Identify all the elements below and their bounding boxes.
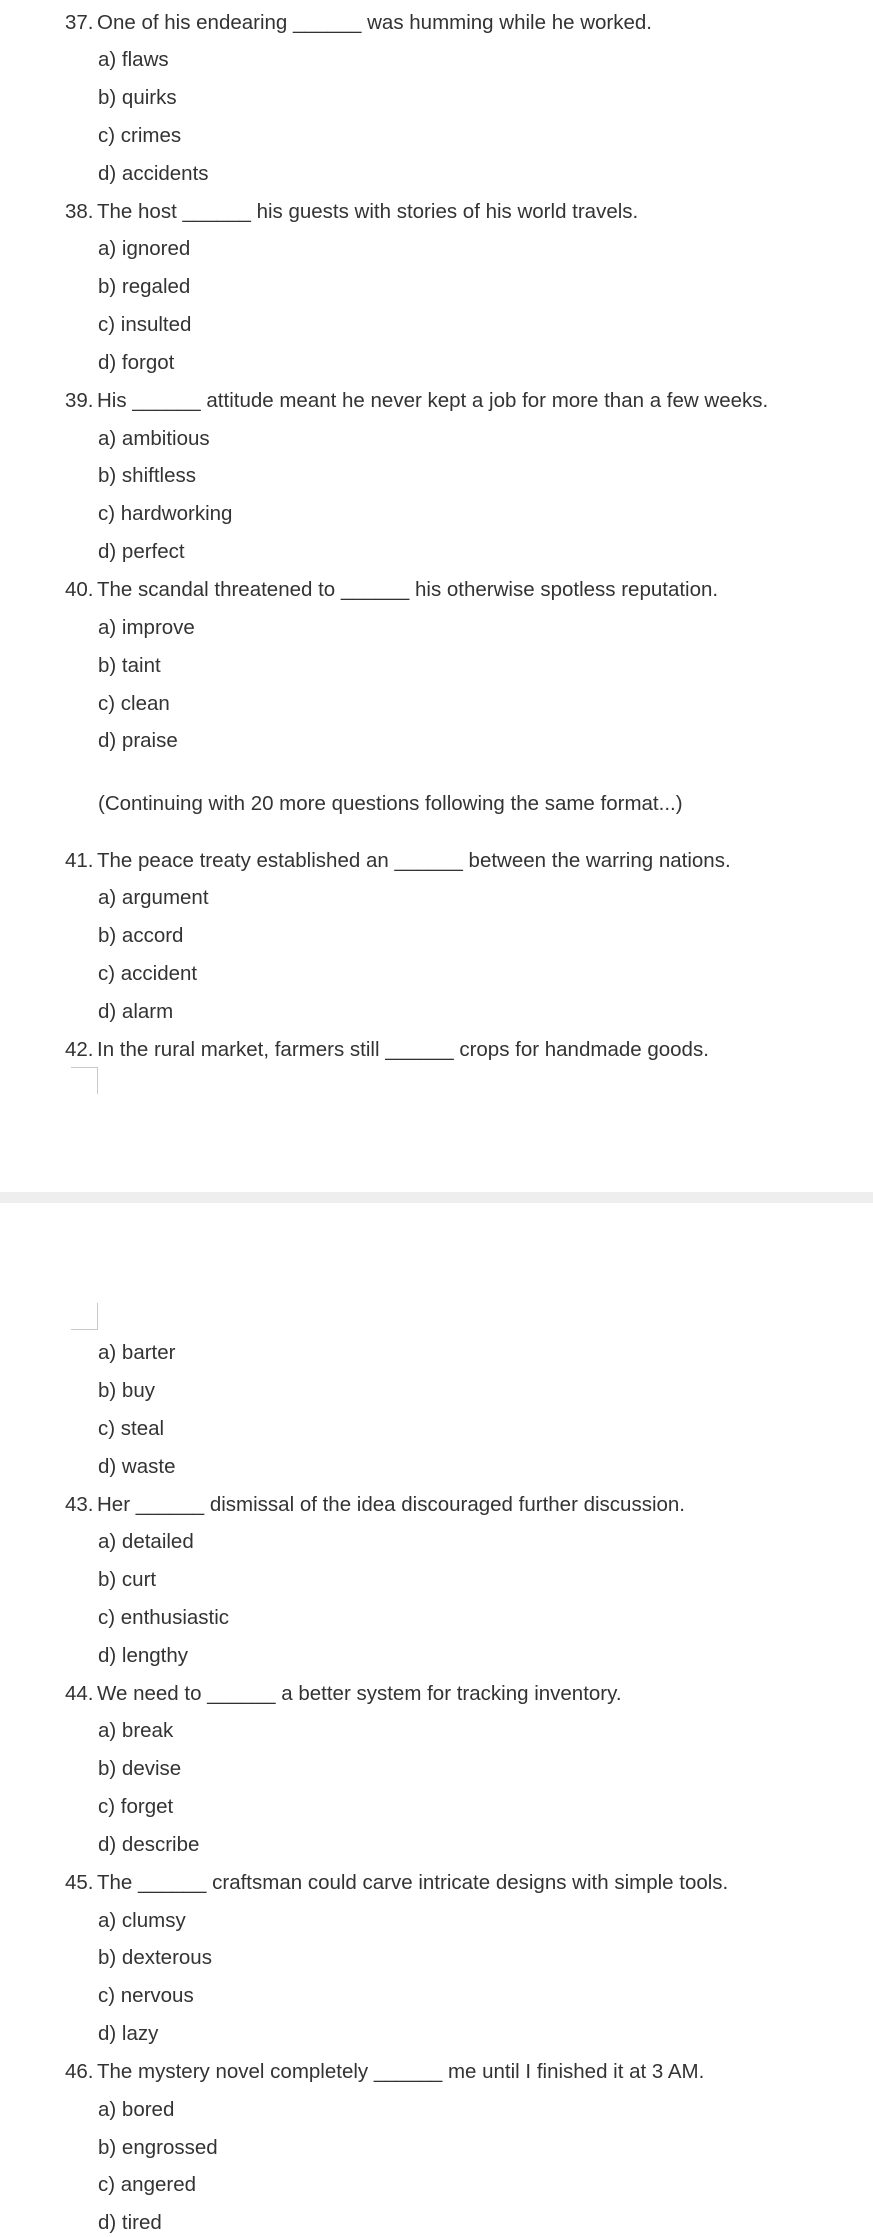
question-text: The ______ craftsman could carve intricate designs with simple tools.: [97, 1871, 729, 1894]
question-number: 46.: [65, 2060, 94, 2083]
option-44-b: b) devise: [98, 1757, 182, 1780]
option-45-b: b) dexterous: [98, 1946, 212, 1969]
option-42-a: a) barter: [98, 1341, 176, 1364]
option-37-a: a) flaws: [98, 48, 169, 71]
option-43-d: d) lengthy: [98, 1644, 189, 1667]
option-39-b: b) shiftless: [98, 464, 196, 487]
option-42-d: d) waste: [98, 1455, 176, 1478]
question-39: [65, 388, 768, 414]
option-41-c: c) accident: [98, 962, 198, 985]
question-44: [65, 1681, 622, 1707]
option-38-a: a) ignored: [98, 237, 191, 260]
option-45-c: c) nervous: [98, 1984, 194, 2007]
question-number: 44.: [65, 1682, 94, 1705]
option-43-b: b) curt: [98, 1568, 157, 1591]
option-41-d: d) alarm: [98, 1000, 174, 1023]
question-number: 43.: [65, 1493, 94, 1516]
question-text: The scandal threatened to ______ his otherwise spotless reputation.: [97, 578, 719, 601]
question-text: The peace treaty established an ______ between the warring nations.: [97, 849, 731, 872]
option-40-a: a) improve: [98, 616, 195, 639]
option-39-c: c) hardworking: [98, 502, 233, 525]
option-40-d: d) praise: [98, 729, 178, 752]
question-number: 38.: [65, 200, 94, 223]
option-37-b: b) quirks: [98, 86, 177, 109]
option-46-d: d) tired: [98, 2211, 162, 2234]
page-corner-mark: [71, 1067, 98, 1094]
option-42-b: b) buy: [98, 1379, 155, 1402]
question-text: The mystery novel completely ______ me until I finished it at 3 AM.: [97, 2060, 705, 2083]
option-46-b: b) engrossed: [98, 2136, 218, 2159]
page-corner-mark: [71, 1303, 98, 1330]
option-46-c: c) angered: [98, 2173, 197, 2196]
question-40: [65, 577, 718, 603]
option-39-a: a) ambitious: [98, 427, 210, 450]
question-text: In the rural market, farmers still ______ crops for handmade goods.: [97, 1038, 709, 1061]
question-37: [65, 10, 652, 36]
question-text: The host ______ his guests with stories of his world travels.: [97, 200, 639, 223]
question-43: [65, 1492, 685, 1518]
question-number: 37.: [65, 11, 94, 34]
page-break: [0, 1192, 873, 1203]
question-text: We need to ______ a better system for tracking inventory.: [97, 1682, 622, 1705]
option-42-c: c) steal: [98, 1417, 165, 1440]
option-38-c: c) insulted: [98, 313, 192, 336]
option-41-a: a) argument: [98, 886, 209, 909]
question-text: One of his endearing ______ was humming while he worked.: [97, 11, 652, 34]
question-number: 45.: [65, 1871, 94, 1894]
option-40-c: c) clean: [98, 692, 170, 715]
question-38: [65, 199, 638, 225]
question-46: [65, 2059, 704, 2085]
option-37-d: d) accidents: [98, 162, 209, 185]
option-46-a: a) bored: [98, 2098, 175, 2121]
option-39-d: d) perfect: [98, 540, 185, 563]
option-38-b: b) regaled: [98, 275, 191, 298]
question-number: 40.: [65, 578, 94, 601]
option-43-a: a) detailed: [98, 1530, 194, 1553]
question-45: [65, 1870, 728, 1896]
question-text: His ______ attitude meant he never kept a job for more than a few weeks.: [97, 389, 769, 412]
option-45-d: d) lazy: [98, 2022, 159, 2045]
option-44-d: d) describe: [98, 1833, 200, 1856]
option-38-d: d) forgot: [98, 351, 175, 374]
option-41-b: b) accord: [98, 924, 184, 947]
option-40-b: b) taint: [98, 654, 161, 677]
question-number: 41.: [65, 849, 94, 872]
question-text: Her ______ dismissal of the idea discouraged further discussion.: [97, 1493, 685, 1516]
question-41: [65, 848, 731, 874]
option-44-c: c) forget: [98, 1795, 174, 1818]
continuation-note: (Continuing with 20 more questions following the same format...): [98, 792, 683, 815]
option-43-c: c) enthusiastic: [98, 1606, 230, 1629]
option-44-a: a) break: [98, 1719, 174, 1742]
question-42: [65, 1037, 709, 1063]
option-37-c: c) crimes: [98, 124, 182, 147]
question-number: 39.: [65, 389, 94, 412]
option-45-a: a) clumsy: [98, 1909, 186, 1932]
question-number: 42.: [65, 1038, 94, 1061]
